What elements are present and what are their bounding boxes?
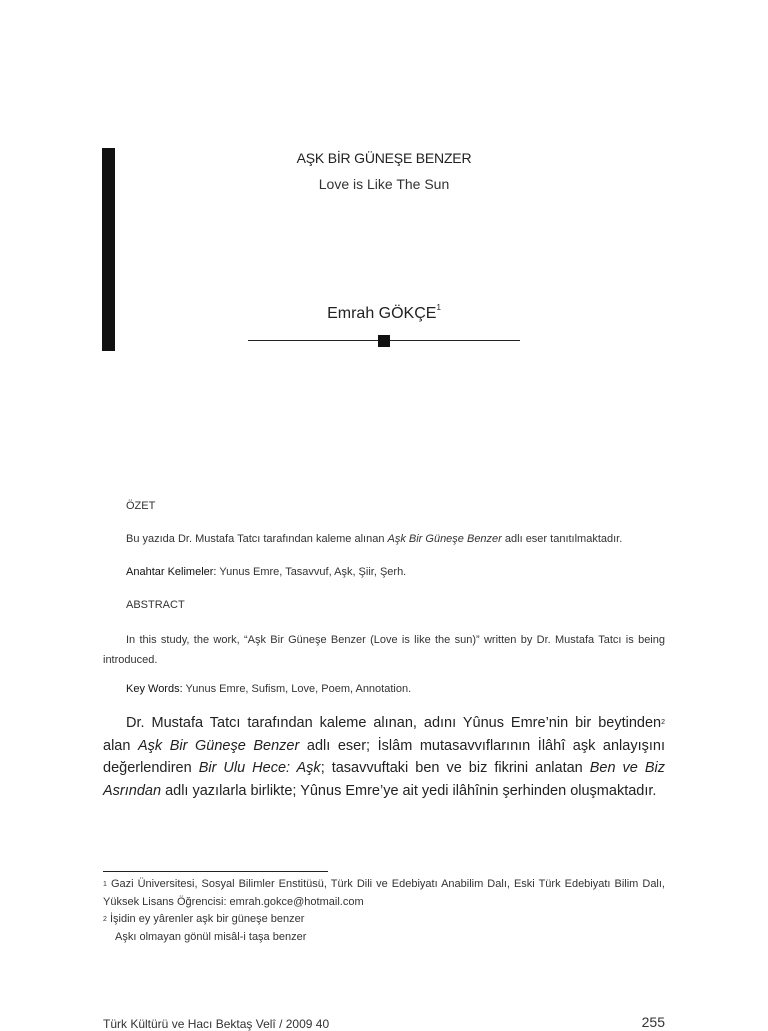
ozet-text-italic: Aşk Bir Güneşe Benzer [387, 533, 502, 545]
author-footnote-marker: 1 [436, 303, 441, 312]
footnote-1-number: 1 [103, 881, 107, 888]
keywords-en-values: Yunus Emre, Sufism, Love, Poem, Annotation. [182, 683, 412, 695]
divider-ornament [378, 335, 390, 347]
keywords-tr-label: Anahtar Kelimeler: [126, 566, 217, 578]
body-paragraph [103, 712, 665, 802]
footnote-1-text: Gazi Üniversitesi, Sosyal Bilimler Enstitüsü, Türk Dili ve Edebiyatı Anabilim Dalı, Eski Türk Edebiyatı Bilim Dalı, Yüksek Lisans Öğrencisi: emrah.gokce@hotmail.com [103, 878, 665, 908]
footnote-2 [103, 911, 665, 929]
body-footnote-marker: 2 [661, 719, 665, 726]
keywords-tr [126, 566, 406, 578]
author-name [0, 305, 768, 323]
body-text-b: alan [103, 737, 138, 754]
keywords-tr-values: Yunus Emre, Tasavvuf, Aşk, Şiir, Şerh. [216, 566, 407, 578]
body-italic-3: Ben ve Biz Asrından [103, 760, 665, 799]
author-text: Emrah GÖKÇE [327, 305, 437, 322]
body-text-c: adlı eser; İslâm mutasavvıflarının İlâhî aşk anlayışını değerlendiren [103, 737, 665, 777]
body-text-e: adlı yazılarla birlikte; Yûnus Emre’ye ait yedi ilâhînin şerhinden oluşmaktadır. [161, 782, 657, 799]
footnote-rule [103, 871, 328, 872]
body-italic-2: Bir Ulu Hece: Aşk [198, 760, 321, 777]
article-title: AŞK BİR GÜNEŞE BENZER [296, 150, 472, 166]
journal-footer: Türk Kültürü ve Hacı Bektaş Velî / 2009 40 [103, 1017, 330, 1031]
body-text-d: ; tasavvuftaki ben ve biz fikrini anlatan [320, 760, 590, 777]
keywords-en-label: Key Words: [126, 683, 183, 695]
footnote-2-text: İşidin ey yârenler aşk bir güneşe benzer [106, 913, 305, 925]
ozet-text-b: adlı eser tanıtılmaktadır. [501, 533, 623, 545]
footnotes [103, 876, 665, 946]
abstract-text: In this study, the work, “Aşk Bir Güneşe Benzer (Love is like the sun)” written by Dr. Mustafa Tatcı is being introduced. [103, 634, 665, 666]
footnote-2-number: 2 [103, 916, 107, 923]
keywords-en [126, 683, 411, 695]
abstract-heading: ABSTRACT [126, 599, 185, 611]
body-italic-1: Aşk Bir Güneşe Benzer [137, 737, 300, 754]
page-number: 255 [641, 1014, 665, 1030]
ozet-heading: ÖZET [126, 500, 156, 512]
footnote-1 [103, 876, 665, 911]
article-subtitle: Love is Like The Sun [318, 176, 450, 192]
ozet-text [126, 533, 622, 545]
body-text-a: Dr. Mustafa Tatcı tarafından kaleme alınan, adını Yûnus Emre’nin bir beytinden [126, 715, 662, 731]
footnote-2-continuation: Aşkı olmayan gönül misâl-i taşa benzer [115, 930, 307, 943]
ozet-text-a: Bu yazıda Dr. Mustafa Tatcı tarafından kaleme alınan [126, 533, 388, 545]
